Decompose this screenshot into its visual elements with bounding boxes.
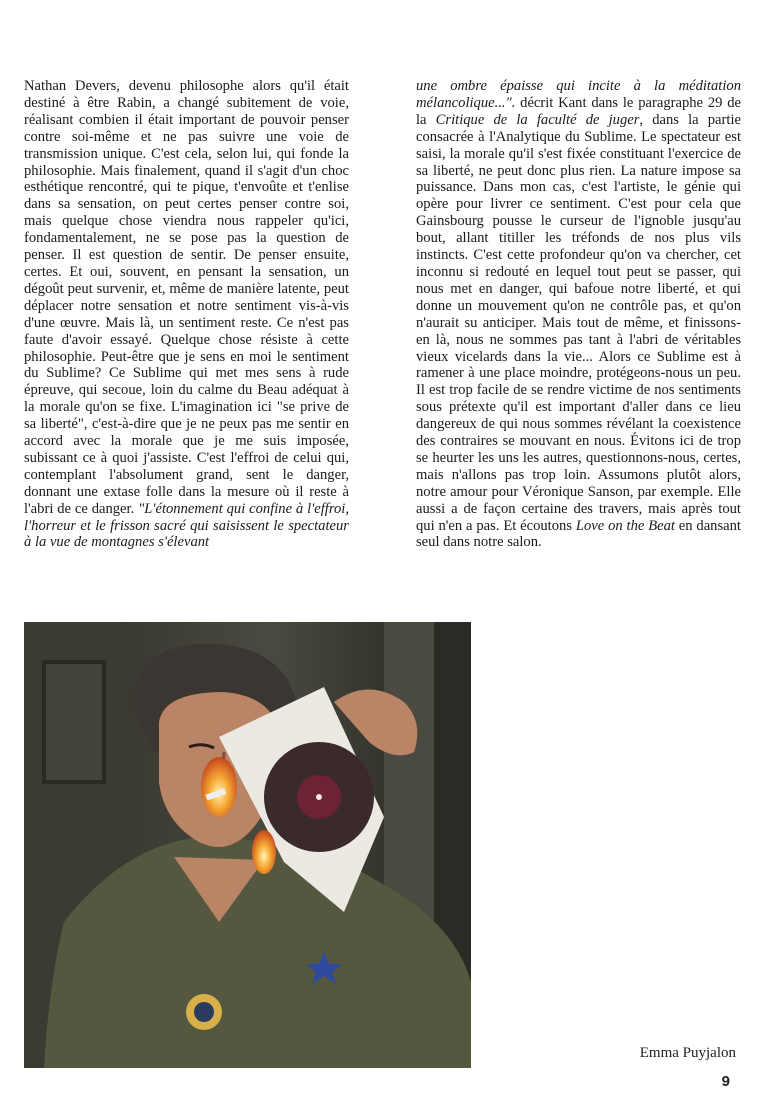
article-column-right xyxy=(416,78,741,551)
article-paragraph-left xyxy=(24,78,349,551)
flame-lower xyxy=(252,830,276,874)
page-number: 9 xyxy=(721,1073,730,1090)
article-text: , dans la partie consacrée à l'Analytique du Sublime. Le spectateur est saisi, la morale qu'il s'est fixée constituant l'exercice de sa liberté, ne peut donc plus rien. La nature impose sa puissance. Dans mon cas, c'est l'artiste, le génie qui opère pour livrer ce sentiment. C'est pour cela que Gainsbourg pousse le curseur de l'ignoble jusqu'au bout, allant titiller les tréfonds de nos plus vils instincts. C'est cette profondeur qu'on va chercher, cet inconnu si redouté en lequel tout peut se passer, qui nous met en danger, qui bafoue notre liberté, et qui donne un mouvement qu'on ne contrôle pas, et qu'on n'aurait su anticiper. Mais tout de même, et finissons-en là, nous ne sommes pas tant à l'abri de véritables vieux vicelards dans la vie... Alors ce Sublime est à ramener à une place moindre, protégeons-nous un peu. Il est trop facile de se rendre victime de nos sentiments sous prétexte qu'il est important d'aller dans ce lieu dangereux de qui nous sommes révélant la coexistence des contraires se mouvant en nous. Évitons ici de trop se heurter les uns les autres, questionnons-nous, certes, mais n'allons pas trop loin. Assumons plutôt alors, notre amour pour Véronique Sanson, par exemple. Elle aussi a de façon certaine des travers, mais après tout qui n'en a pas. Et écoutons xyxy=(416,111,741,534)
vinyl-hole xyxy=(316,794,322,800)
song-title: Love on the Beat xyxy=(575,517,675,534)
article-column-left xyxy=(24,78,349,551)
article-text: Nathan Devers, devenu philosophe alors qu'il était destiné à être Rabin, a changé subitement de voie, réalisant combien il était important de pouvoir penser contre soi-même et ne pas suivre une voie de transmission unique. C'est cela, selon lui, qui fonde la philosophie. Mais finalement, quand il s'agit d'un choc esthétique rencontré, qui te pique, t'envoûte et t'enlise dans sa sensation, on peut certes penser contre soi, mais quelque chose viendra nous rappeler qu'ici, fondamentalement, ne se pose pas la question de penser. Il est question de sentir. De penser ensuite, certes. Et oui, souvent, en pensant la sensation, un dégoût peut survenir, et, même de manière latente, peut déplacer notre sensation et notre sentiment vis-à-vis d'une œuvre. Mais là, un sentiment reste. Ce n'est pas faute d'avoir essayé. Quelque chose résiste à cette philosophie. Peut-être que je sens en moi le sentiment du Sublime? Ce Sublime qui met mes sens à rude épreuve, qui secoue, loin du calme du Beau adéquat à la morale qu'on se fixe. L'imagination ici "se prive de sa liberté", c'est-à-dire que je ne peux pas me sentir en accord avec la morale que je me suis imposée, subissant ce à quoi j'assiste. C'est l'effroi de celui qui, contemplant l'absolument grand, sent le danger, donnant une extase folle dans la mesure où il reste à l'abri de ce danger. xyxy=(24,78,349,517)
article-text: décrit Kant dans le paragraphe 29 de la xyxy=(416,94,741,128)
book-title: Critique de la faculté de juger xyxy=(435,111,640,128)
badge-left-inner xyxy=(194,1002,214,1022)
door-panel xyxy=(44,662,104,782)
kant-quote: "L'étonnement qui confine à l'effroi, l'horreur et le frisson sacré qui saisissent le spectateur à la vue de montagnes s'élevant xyxy=(24,500,349,551)
article-text: en dansant seul dans notre salon. xyxy=(416,517,741,551)
kant-quote-end: une ombre épaisse qui incite à la méditation mélancolique...". xyxy=(416,78,741,111)
flame xyxy=(201,757,237,817)
author-credit: Emma Puyjalon xyxy=(639,1045,736,1061)
photo-man-burning-record xyxy=(24,622,471,1068)
article-paragraph-right xyxy=(416,78,741,551)
